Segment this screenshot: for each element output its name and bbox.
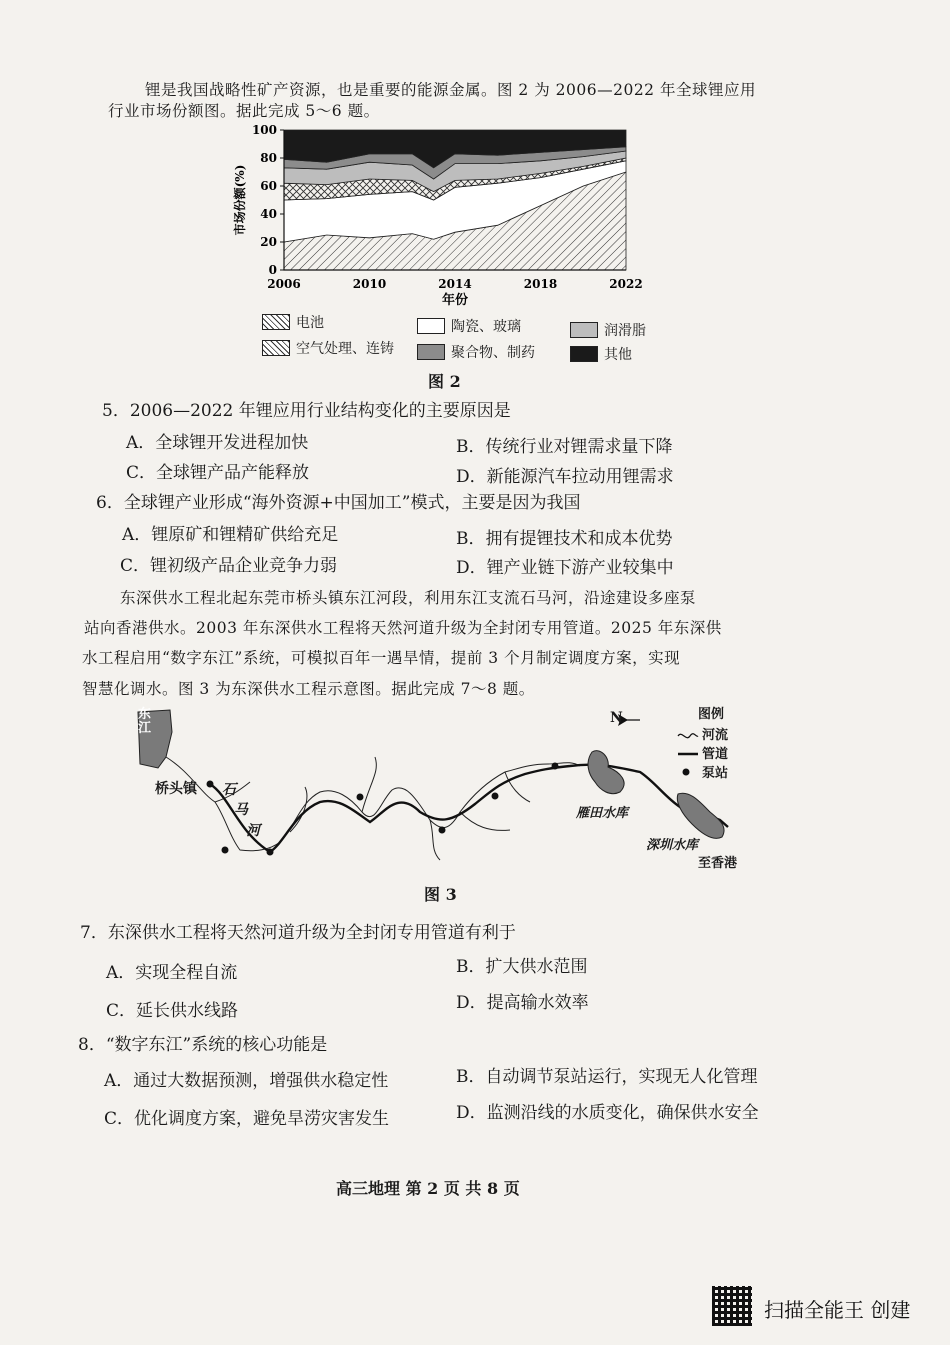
intro-li-line2: 行业市场份额图。据此完成 5～6 题。 — [108, 102, 380, 120]
figure3-legend-pump: 泵站 — [702, 766, 729, 781]
figure2-caption: 图 2 — [428, 372, 461, 391]
y-axis-label: 市场份额(%) — [233, 164, 247, 236]
legend-item-grease — [570, 320, 646, 340]
legend-label-battery: 电池 — [296, 315, 324, 331]
pump-station — [207, 781, 214, 788]
q5-option-a: A．全球锂开发进程加快 — [126, 433, 309, 453]
legend-swatch-ceramics — [417, 318, 445, 334]
q7-option-d: D．提高输水效率 — [456, 993, 589, 1013]
y-tick-label: 100 — [251, 123, 277, 137]
q5-option-d: D．新能源汽车拉动用锂需求 — [456, 467, 674, 487]
intro-li-line1: 锂是我国战略性矿产资源，也是重要的能源金属。图 2 为 2006—2022 年全球锂应用 — [145, 81, 756, 99]
legend-item-polymer — [417, 342, 535, 362]
label-yantian: 雁田水库 — [576, 806, 629, 821]
q6-option-b: B．拥有提锂技术和成本优势 — [456, 529, 673, 549]
scanner-watermark: 扫描全能王 创建 — [764, 1298, 911, 1322]
legend-swatch-other — [570, 346, 598, 362]
legend-swatch-polymer — [417, 344, 445, 360]
legend-label-air: 空气处理、连铸 — [296, 341, 394, 357]
q7-option-c: C．延长供水线路 — [106, 1001, 239, 1021]
q5-option-c: C．全球锂产品产能释放 — [126, 463, 310, 483]
pump-station — [222, 847, 229, 854]
legend-item-other — [570, 344, 632, 364]
q8-option-a: A．通过大数据预测，增强供水稳定性 — [104, 1071, 389, 1091]
label-qiaotou: 桥头镇 — [155, 781, 197, 797]
q8-option-c: C．优化调度方案，避免旱涝灾害发生 — [104, 1109, 390, 1129]
x-tick-label: 2018 — [523, 277, 558, 291]
legend-label-grease: 润滑脂 — [604, 323, 646, 339]
yantian-reservoir — [588, 751, 624, 794]
label-shenzhen: 深圳水库 — [646, 838, 699, 853]
figure3-legend-pipeline: 管道 — [702, 747, 729, 762]
legend-river-icon — [678, 734, 698, 738]
y-tick-label: 20 — [260, 235, 277, 249]
legend-item-ceramics — [417, 316, 521, 336]
legend-label-polymer: 聚合物、制药 — [451, 345, 535, 361]
legend-pump-icon — [683, 769, 690, 776]
q7-option-a: A．实现全程自流 — [106, 963, 238, 983]
q6-option-d: D．锂产业链下游产业较集中 — [456, 558, 674, 578]
q6-option-a: A．锂原矿和锂精矿供给充足 — [122, 525, 339, 545]
x-tick-label: 2006 — [267, 277, 301, 291]
pump-station — [357, 794, 364, 801]
pump-station — [552, 763, 559, 770]
legend-swatch-grease — [570, 322, 598, 338]
label-he: 河 — [246, 823, 260, 839]
page-footer: 高三地理 第 2 页 共 8 页 — [336, 1179, 520, 1198]
q7-stem: 7．东深供水工程将天然河道升级为全封闭专用管道有利于 — [80, 923, 516, 943]
pump-station — [439, 827, 446, 834]
figure2-chart — [230, 118, 650, 318]
legend-item-air — [262, 338, 394, 358]
label-ma: 马 — [234, 802, 248, 818]
legend-label-ceramics: 陶瓷、玻璃 — [451, 319, 521, 335]
river-branch-3 — [362, 757, 376, 812]
x-tick-label: 2014 — [438, 277, 472, 291]
figure3-legend-title: 图例 — [698, 707, 725, 722]
q8-option-d: D．监测沿线的水质变化，确保供水安全 — [456, 1103, 759, 1123]
y-tick-label: 80 — [260, 151, 277, 165]
label-dongjiang: 东江 — [138, 707, 152, 736]
river-branch-5 — [460, 812, 510, 830]
chart-area-layer — [284, 130, 626, 270]
q5-option-b: B．传统行业对锂需求量下降 — [456, 437, 673, 457]
y-tick-label: 40 — [260, 207, 277, 221]
pump-station — [492, 793, 499, 800]
intro-ds-line4: 智慧化调水。图 3 为东深供水工程示意图。据此完成 7～8 题。 — [82, 680, 535, 698]
legend-swatch-air — [262, 340, 290, 356]
intro-ds-line2: 站向香港供水。2003 年东深供水工程将天然河道升级为全封闭专用管道。2025 年东深供 — [84, 619, 722, 637]
x-axis-label: 年份 — [441, 293, 469, 308]
figure3-caption: 图 3 — [424, 885, 457, 904]
q6-option-c: C．锂初级产品企业竞争力弱 — [120, 556, 338, 576]
pump-station — [267, 849, 274, 856]
label-shi: 石 — [222, 782, 236, 798]
y-tick-label: 0 — [268, 263, 277, 277]
q8-stem: 8．“数字东江”系统的核心功能是 — [78, 1035, 328, 1055]
label-hongkong: 至香港 — [698, 856, 738, 871]
x-tick-label: 2010 — [352, 277, 387, 291]
shenzhen-reservoir — [677, 793, 724, 838]
pump-stations — [207, 763, 559, 856]
y-tick-label: 60 — [260, 179, 277, 193]
q8-option-b: B．自动调节泵站运行，实现无人化管理 — [456, 1067, 758, 1087]
intro-ds-line3: 水工程启用“数字东江”系统，可模拟百年一遇旱情，提前 3 个月制定调度方案，实现 — [82, 649, 681, 667]
figure3-legend-river: 河流 — [702, 728, 729, 743]
q6-stem: 6．全球锂产业形成“海外资源+中国加工”模式，主要是因为我国 — [96, 493, 581, 513]
intro-ds-line1: 东深供水工程北起东莞市桥头镇东江河段，利用东江支流石马河，沿途建设多座泵 — [120, 589, 697, 607]
q5-stem: 5．2006—2022 年锂应用行业结构变化的主要原因是 — [102, 401, 511, 421]
legend-label-other: 其他 — [604, 347, 632, 363]
label-north: N — [610, 710, 623, 726]
x-tick-label: 2022 — [609, 277, 643, 291]
legend-item-battery — [262, 312, 324, 332]
legend-swatch-battery — [262, 314, 290, 330]
q7-option-b: B．扩大供水范围 — [456, 957, 588, 977]
qr-code-icon — [712, 1286, 752, 1326]
